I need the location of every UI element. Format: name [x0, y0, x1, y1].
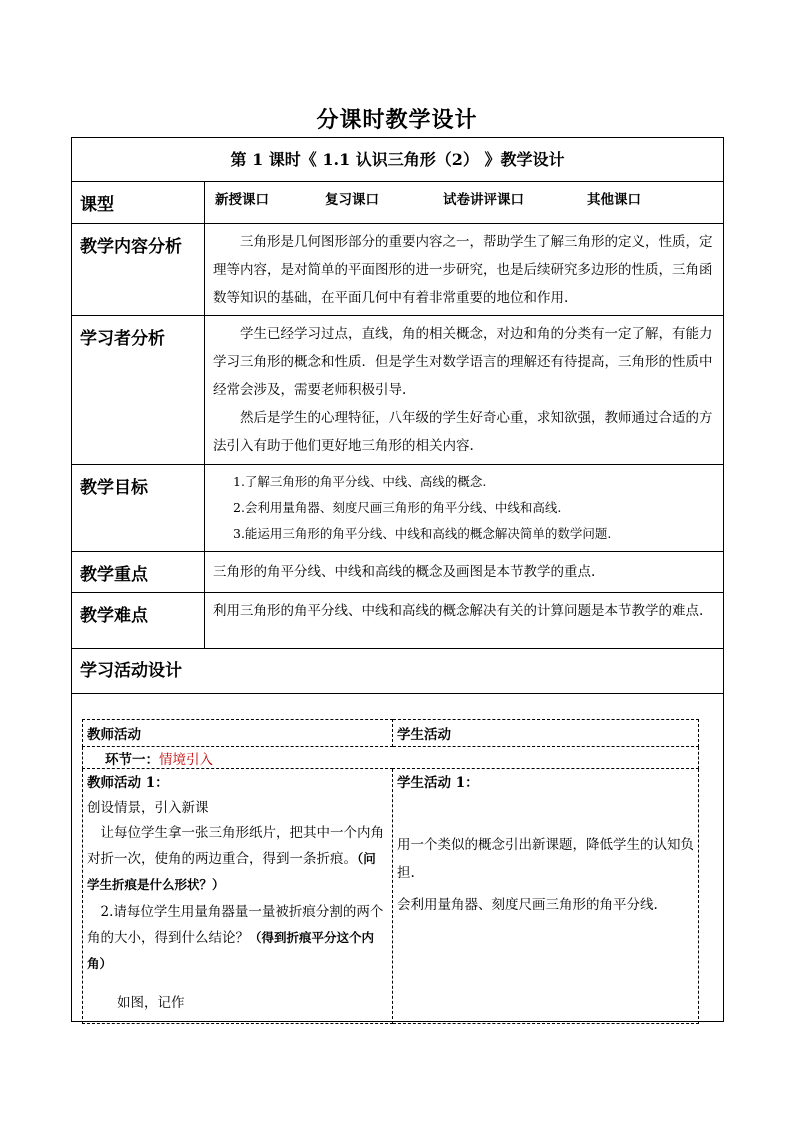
goal-item: 2.会利用量角器、刻度尺画三角形的角平分线、中线和高线. [233, 500, 562, 515]
teacher-line-1: 创设情景，引入新课 [87, 800, 209, 816]
stage-row [83, 747, 699, 769]
difficulties-label: 教学难点 [72, 593, 205, 649]
course-type-other: 其他课口 [587, 192, 641, 208]
teacher-line-2-question: （问学生折痕是什么形状？） [87, 851, 376, 892]
document-title: 分课时教学设计 [316, 107, 478, 133]
stage-name: 情境引入 [159, 751, 213, 768]
goal-item: 3.能运用三角形的角平分线、中线和高线的概念解决简单的数学问题. [233, 526, 612, 541]
student-line-2: 会利用量角器、刻度尺画三角形的角平分线. [397, 897, 658, 913]
teacher-line-3: 2.请每位学生用量角器量一量被折痕分割的两个角的大小，得到什么结论？ [87, 904, 384, 946]
course-type-options [205, 182, 724, 224]
course-type-new: 新授课口 [215, 192, 269, 208]
lesson-title: 第 1 课时《 1.1 认识三角形（2） 》教学设计 [72, 138, 724, 182]
learner-analysis-para2: 然后是学生的心理特征，八年级的学生好奇心重，求知欲强，教师通过合适的方法引入有助于他们更好地三角形的相关内容. [213, 410, 713, 454]
student-activity-header: 学生活动 [393, 720, 699, 747]
teacher-line-2: 让每位学生拿一张三角形纸片，把其中一个内角对折一次，使角的两边重合，得到一条折痕。 [87, 825, 384, 867]
learner-analysis-label: 学习者分析 [72, 316, 205, 465]
course-type-label: 课型 [72, 182, 205, 224]
student-activity-cell [393, 769, 699, 1024]
teacher-activity-cell [83, 769, 393, 1024]
difficulties-text: 利用三角形的角平分线、中线和高线的概念解决有关的计算问题是本节教学的难点. [213, 603, 704, 619]
student-line-1: 用一个类似的概念引出新课题，降低学生的认知负担. [397, 837, 694, 881]
goals-label: 教学目标 [72, 465, 205, 552]
activity-design-label: 学习活动设计 [72, 649, 724, 694]
teacher-line-4: 如图，记作 [117, 995, 185, 1011]
content-analysis-label: 教学内容分析 [72, 224, 205, 316]
activity-table [82, 719, 699, 1024]
stage-prefix: 环节一： [105, 751, 159, 768]
teacher-line-3-conclusion: （得到折痕平分这个内角） [87, 930, 375, 971]
key-points-text: 三角形的角平分线、中线和高线的概念及画图是本节教学的重点. [213, 564, 596, 580]
teacher-activity-header: 教师活动 [83, 720, 393, 747]
learner-analysis-para1: 学生已经学习过点，直线，角的相关概念，对边和角的分类有一定了解，有能力学习三角形的概念和性质．但是学生对数学语言的理解还有待提高，三角形的性质中经常会涉及，需要老师积极引导. [213, 326, 713, 398]
student-activity-title: 学生活动 1： [397, 775, 479, 791]
goal-item: 1.了解三角形的角平分线、中线、高线的概念. [233, 474, 487, 489]
course-type-exam-review: 试卷讲评课口 [443, 192, 524, 208]
content-analysis-text: 三角形是几何图形部分的重要内容之一，帮助学生了解三角形的定义，性质，定理等内容，是对简单的平面图形的进一步研究，也是后续研究多边形的性质，三角函数等知识的基础，在平面几何中有着非常重要的地位和作用. [213, 234, 713, 306]
course-type-review: 复习课口 [325, 192, 379, 208]
teacher-activity-title: 教师活动 1： [87, 775, 169, 791]
key-points-label: 教学重点 [72, 552, 205, 593]
